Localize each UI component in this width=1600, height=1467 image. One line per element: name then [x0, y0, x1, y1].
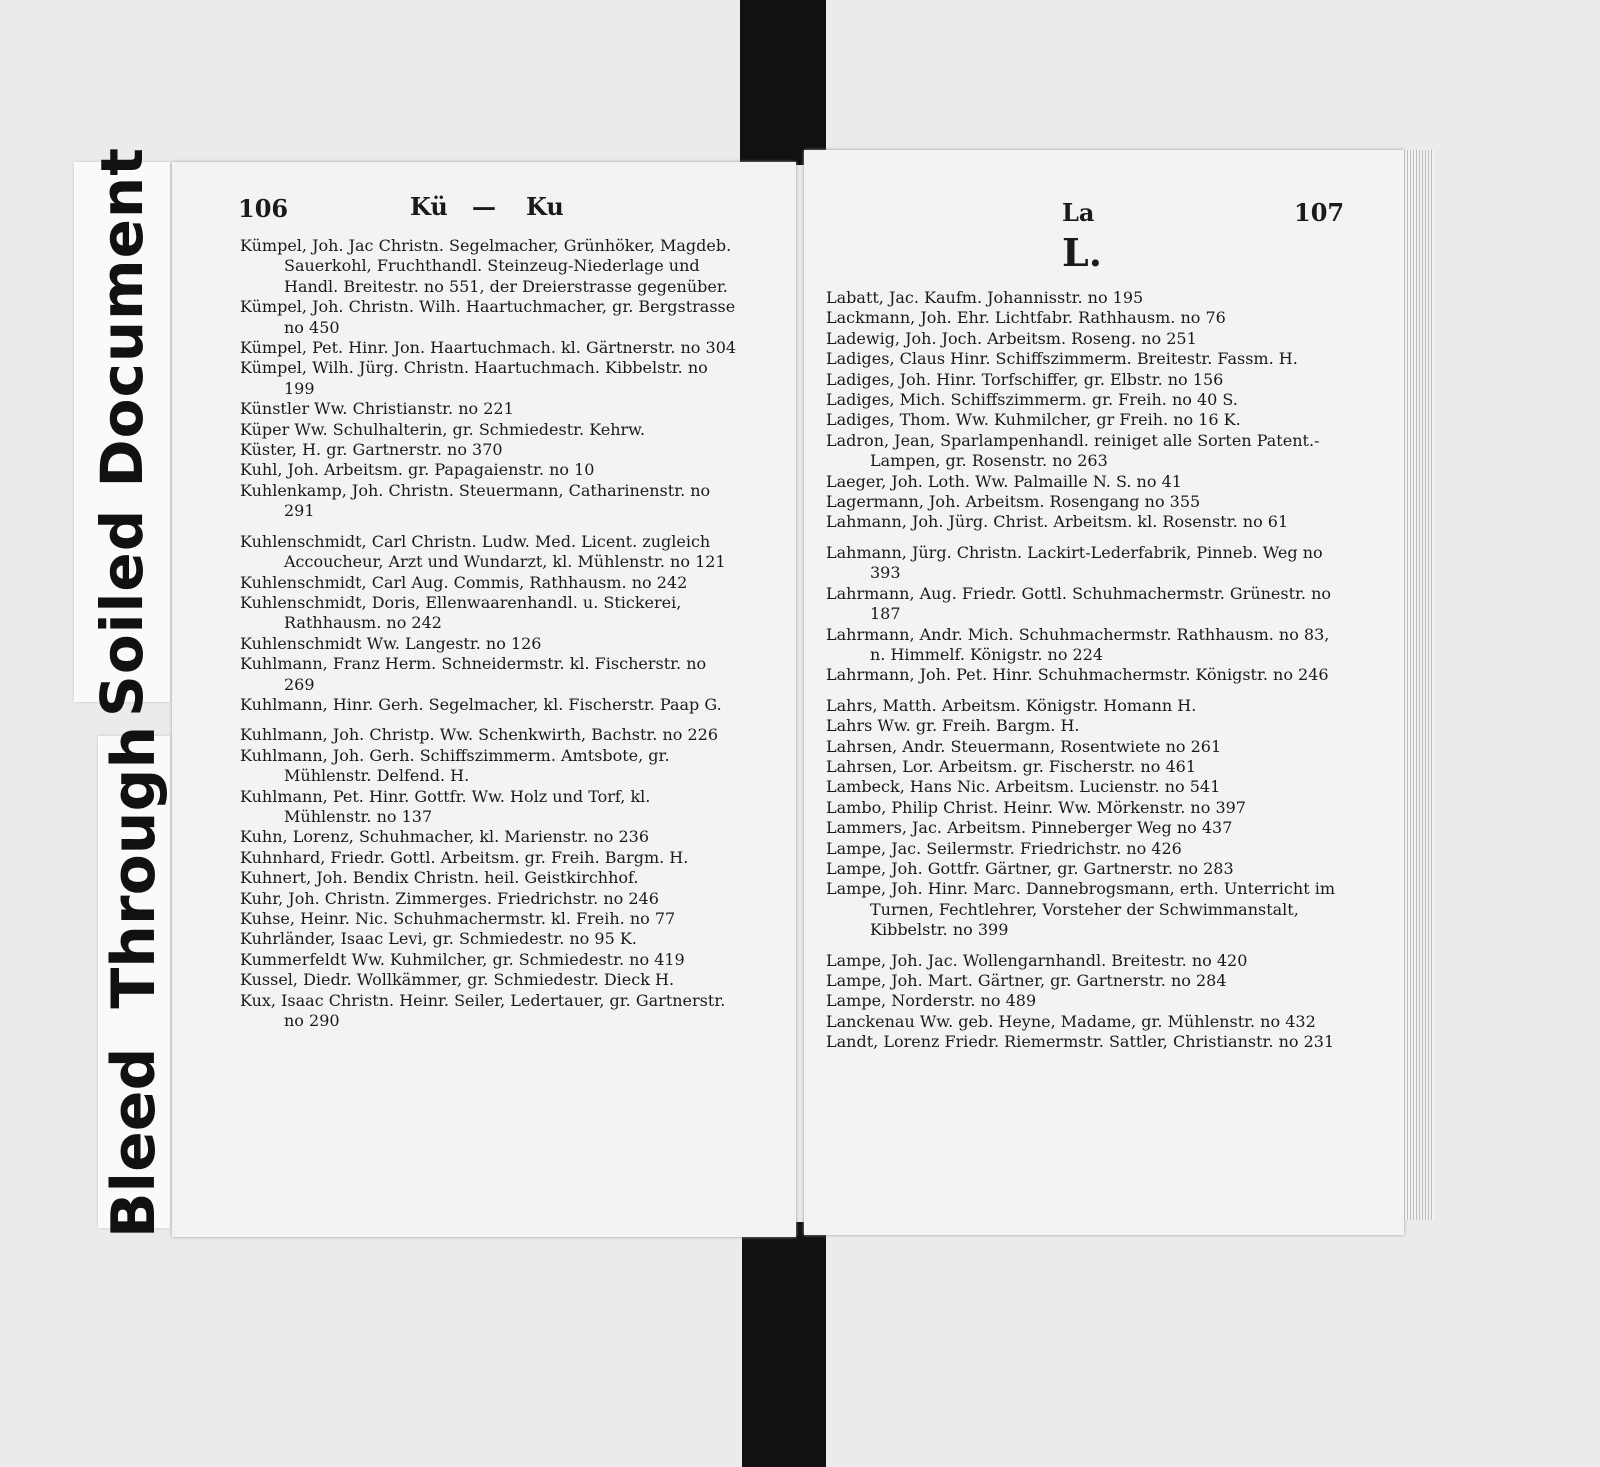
directory-entry: Kux, Isaac Christn. Heinr. Seiler, Ledertauer, gr. Gartnerstr. no 290: [240, 990, 726, 1031]
left-page: [172, 162, 796, 1237]
soiled-document-label: [74, 147, 170, 717]
directory-entry: Kuhlmann, Joh. Christp. Ww. Schenkwirth, Bachstr. no 226: [240, 725, 719, 745]
directory-entry: Lahrs, Matth. Arbeitsm. Königstr. Homann H.: [826, 695, 1197, 715]
directory-entry: Lahrsen, Lor. Arbeitsm. gr. Fischerstr. no 461: [826, 756, 1196, 776]
right-header: La: [1062, 198, 1095, 227]
directory-entry: Lahrsen, Andr. Steuermann, Rosentwiete no 261: [826, 736, 1222, 756]
left-page-number: 106: [238, 194, 289, 223]
directory-entry: Lampe, Joh. Jac. Wollengarnhandl. Breitestr. no 420: [826, 950, 1248, 970]
directory-entry: Küster, H. gr. Gartnerstr. no 370: [240, 440, 503, 460]
directory-entry: Labatt, Jac. Kaufm. Johannisstr. no 195: [826, 288, 1144, 307]
directory-entry: Kuhl, Joh. Arbeitsm. gr. Papagaienstr. no 10: [240, 460, 595, 480]
directory-entry: Lampe, Joh. Hinr. Marc. Dannebrogsmann, erth. Unterricht im Turnen, Fechtlehrer, Vorsteher der Schwimmanstalt, Kibbelstr. no 399: [826, 879, 1335, 940]
directory-entry: Kuhlenkamp, Joh. Christn. Steuermann, Catharinenstr. no 291: [240, 480, 711, 521]
directory-entry: Kuhlmann, Hinr. Gerh. Segelmacher, kl. Fischerstr. Paap G.: [240, 694, 722, 714]
left-entry-list: [240, 236, 740, 1031]
directory-entry: Kuhlmann, Franz Herm. Schneidermstr. kl. Fischerstr. no 269: [240, 654, 707, 694]
directory-entry: Ladiges, Joh. Hinr. Torfschiffer, gr. Elbstr. no 156: [826, 369, 1224, 389]
directory-entry: Lahrs Ww. gr. Freih. Bargm. H.: [826, 716, 1080, 736]
directory-entry: Kuhnert, Joh. Bendix Christn. heil. Geistkirchhof.: [240, 868, 639, 888]
directory-entry: Lampe, Joh. Mart. Gärtner, gr. Gartnerstr. no 284: [826, 971, 1227, 990]
directory-entry: Lampe, Jac. Seilermstr. Friedrichstr. no 426: [826, 838, 1182, 858]
directory-entry: Kuhr, Joh. Christn. Zimmerges. Friedrichstr. no 246: [240, 888, 659, 908]
directory-entry: Lahrmann, Joh. Pet. Hinr. Schuhmachermstr. Königstr. no 246: [826, 665, 1329, 685]
directory-entry: Lammers, Jac. Arbeitsm. Pinneberger Weg no 437: [826, 818, 1233, 838]
directory-entry: Kummerfeldt Ww. Kuhmilcher, gr. Schmiedestr. no 419: [240, 949, 685, 969]
directory-entry: Ladiges, Claus Hinr. Schiffszimmerm. Breitestr. Fassm. H.: [826, 349, 1298, 369]
left-header-dash: —: [472, 192, 496, 221]
directory-entry: Kuhn, Lorenz, Schuhmacher, kl. Marienstr. no 236: [240, 827, 650, 847]
directory-entry: Ladiges, Mich. Schiffszimmerm. gr. Freih. no 40 S.: [826, 390, 1238, 410]
directory-entry: Ladewig, Joh. Joch. Arbeitsm. Roseng. no 251: [826, 328, 1197, 348]
directory-entry: Lagermann, Joh. Arbeitsm. Rosengang no 355: [826, 492, 1201, 512]
directory-entry: Kuhlmann, Joh. Gerh. Schiffszimmerm. Amtsbote, gr. Mühlenstr. Delfend. H.: [240, 745, 670, 786]
directory-entry: Küper Ww. Schulhalterin, gr. Schmiedestr. Kehrw.: [240, 419, 646, 439]
bleed-through-label: [98, 725, 170, 1239]
page-edges: [1404, 150, 1434, 1220]
directory-entry: Landt, Lorenz Friedr. Riemermstr. Sattler, Christianstr. no 231: [826, 1032, 1335, 1052]
directory-entry: Kuhlenschmidt Ww. Langestr. no 126: [240, 633, 542, 653]
directory-entry: Kümpel, Joh. Christn. Wilh. Haartuchmacher, gr. Bergstrasse no 450: [240, 297, 736, 337]
directory-entry: Lackmann, Joh. Ehr. Lichtfabr. Rathhausm. no 76: [826, 308, 1226, 328]
directory-entry: Laeger, Joh. Loth. Ww. Palmaille N. S. no 41: [826, 471, 1182, 491]
directory-entry: Kuhse, Heinr. Nic. Schuhmachermstr. kl. Freih. no 77: [240, 909, 676, 928]
directory-entry: Lambo, Philip Christ. Heinr. Ww. Mörkenstr. no 397: [826, 797, 1246, 817]
directory-entry: Kümpel, Pet. Hinr. Jon. Haartuchmach. kl. Gärtnerstr. no 304: [240, 338, 737, 358]
directory-entry: Lahrmann, Aug. Friedr. Gottl. Schuhmachermstr. Grünestr. no 187: [826, 583, 1332, 624]
directory-entry: Kuhnhard, Friedr. Gottl. Arbeitsm. gr. Freih. Bargm. H.: [240, 847, 689, 867]
directory-entry: Kümpel, Wilh. Jürg. Christn. Haartuchmach. Kibbelstr. no 199: [240, 358, 708, 398]
directory-entry: Lanckenau Ww. geb. Heyne, Madame, gr. Mühlenstr. no 432: [826, 1011, 1316, 1031]
directory-entry: Kussel, Diedr. Wollkämmer, gr. Schmiedestr. Dieck H.: [240, 970, 675, 990]
directory-entry: Lampe, Joh. Gottfr. Gärtner, gr. Gartnerstr. no 283: [826, 858, 1234, 878]
binding-shadow-bottom: [742, 1222, 826, 1467]
left-header-to: Ku: [526, 192, 564, 221]
soiled-document-text: Soiled Document: [88, 147, 156, 717]
right-page: [804, 150, 1404, 1235]
directory-entry: Kuhrländer, Isaac Levi, gr. Schmiedestr. no 95 K.: [240, 929, 637, 949]
directory-entry: Künstler Ww. Christianstr. no 221: [240, 399, 514, 419]
right-entry-list: [826, 288, 1346, 1053]
right-page-number: 107: [1294, 198, 1345, 227]
directory-entry: Kümpel, Joh. Jac Christn. Segelmacher, Grünhöker, Magdeb. Sauerkohl, Fruchthandl. Steinzeug-Niederlage und Handl. Breitestr. no 551, der Dreierstrasse gegenüber.: [240, 236, 732, 296]
directory-entry: Kuhlenschmidt, Doris, Ellenwaarenhandl. u. Stickerei, Rathhausm. no 242: [240, 592, 682, 633]
directory-entry: Lahmann, Joh. Jürg. Christ. Arbeitsm. kl. Rosenstr. no 61: [826, 512, 1289, 532]
directory-entry: Kuhlenschmidt, Carl Aug. Commis, Rathhausm. no 242: [240, 572, 688, 592]
directory-entry: Ladron, Jean, Sparlampenhandl. reiniget alle Sorten Patent.-Lampen, gr. Rosenstr. no 263: [826, 430, 1320, 471]
section-letter: L.: [1062, 230, 1102, 275]
directory-entry: Lampe, Norderstr. no 489: [826, 991, 1037, 1011]
directory-entry: Kuhlmann, Pet. Hinr. Gottfr. Ww. Holz und Torf, kl. Mühlenstr. no 137: [240, 786, 651, 826]
directory-entry: Lahmann, Jürg. Christn. Lackirt-Lederfabrik, Pinneb. Weg no 393: [826, 542, 1323, 583]
binding-shadow-top: [740, 0, 826, 165]
left-header-from: Kü: [410, 192, 448, 221]
directory-entry: Lambeck, Hans Nic. Arbeitsm. Lucienstr. no 541: [826, 777, 1221, 797]
directory-entry: Kuhlenschmidt, Carl Christn. Ludw. Med. Licent. zugleich Accoucheur, Arzt und Wundarzt, kl. Mühlenstr. no 121: [240, 531, 726, 572]
directory-entry: Ladiges, Thom. Ww. Kuhmilcher, gr Freih. no 16 K.: [826, 410, 1241, 430]
directory-entry: Lahrmann, Andr. Mich. Schuhmachermstr. Rathhausm. no 83, n. Himmelf. Königstr. no 224: [826, 624, 1330, 664]
bleed-through-text: Bleed Through: [99, 725, 169, 1239]
